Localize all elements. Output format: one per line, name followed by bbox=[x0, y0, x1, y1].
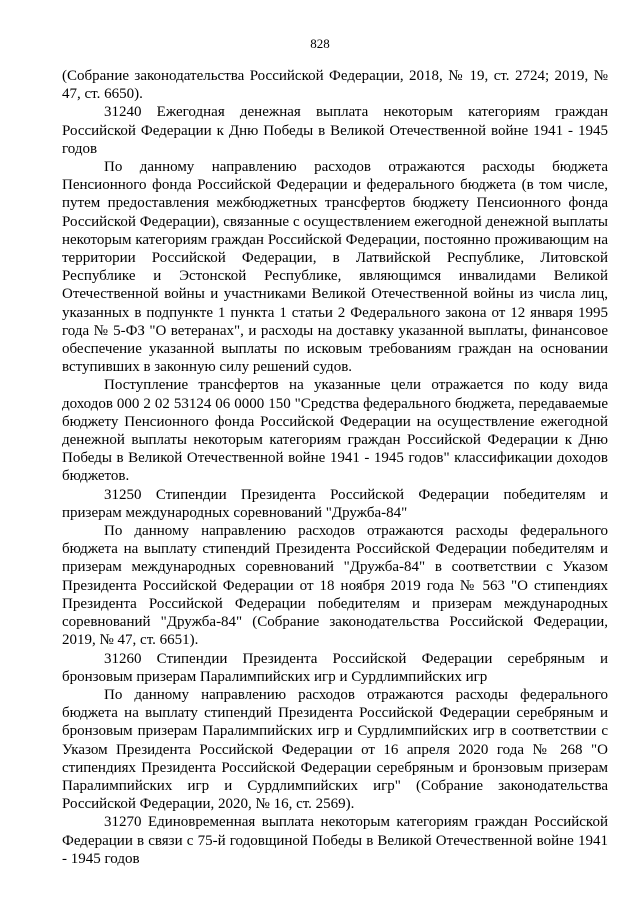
paragraph-31260-description: По данному направлению расходов отражаются расходы федерального бюджета на выплату стипендий Президента Российской Федерации серебряным и бронзовым призерам Паралимпийских игр и Сурдлимпийских игр в соответствии с Указом Президента Российской Федерации от 16 апреля 2020 года № 268 "О стипендиях Президента Российской Федерации серебряным и бронзовым призерам Паралимпийских игр и Сурдлимпийских игр" (Собрание законодательства Российской Федерации, 2020, № 16, ст. 2569). bbox=[62, 686, 608, 813]
heading-31250: 31250 Стипендии Президента Российской Федерации победителям и призерам международных соревнований "Дружба-84" bbox=[62, 486, 608, 521]
paragraph-continuation: (Собрание законодательства Российской Федерации, 2018, № 19, ст. 2724; 2019, № 47, ст. 6650). bbox=[62, 68, 608, 103]
heading-31260: 31260 Стипендии Президента Российской Федерации серебряным и бронзовым призерам Паралимпийских игр и Сурдлимпийских игр bbox=[62, 650, 608, 685]
paragraph-31240-description: По данному направлению расходов отражаются расходы бюджета Пенсионного фонда Российской Федерации и федерального бюджета (в том числе, путем предоставления межбюджетных трансфертов бюджету Пенсионного фонда Российской Федерации), связанные с осуществлением ежегодной денежной выплаты некоторым категориям граждан Российской Федерации, постоянно проживающим на территории Российской Федерации, в Латвийской Республике, Литовской Республике и Эстонской Республике, являющимся инвалидами Великой Отечественной войны и участниками Великой Отечественной войны из числа лиц, указанных в подпункте 1 пункта 1 статьи 2 Федерального закона от 12 января 1995 года № 5-ФЗ "О ветеранах", и расходы на доставку указанной выплаты, финансовое обеспечение указанной выплаты по исковым требованиям граждан на основании вступивших в законную силу решений судов. bbox=[62, 159, 608, 376]
paragraph-31250-description: По данному направлению расходов отражаются расходы федерального бюджета на выплату стипендий Президента Российской Федерации победителям и призерам международных соревнований "Дружба-84" в соответствии с Указом Президента Российской Федерации от 18 ноября 2019 года № 563 "О стипендиях Президента Российской Федерации победителям и призерам международных соревнований "Дружба-84" (Собрание законодательства Российской Федерации, 2019, № 47, ст. 6651). bbox=[62, 523, 608, 649]
heading-31270: 31270 Единовременная выплата некоторым категориям граждан Российской Федерации в связи с 75-й годовщиной Победы в Великой Отечественной войне 1941 - 1945 годов bbox=[62, 814, 608, 867]
heading-31240: 31240 Ежегодная денежная выплата некоторым категориям граждан Российской Федерации к Дню Победы в Великой Отечественной войне 1941 - 1945 годов bbox=[62, 104, 608, 157]
page-number: 828 bbox=[310, 36, 330, 51]
paragraph-31240-transfers: Поступление трансфертов на указанные цели отражается по коду вида доходов 000 2 02 53124 06 0000 150 "Средства федерального бюджета, передаваемые бюджету Пенсионного фонда Российской Федерации на осуществление ежегодной денежной выплаты некоторым категориям граждан Российской Федерации к Дню Победы в Великой Отечественной войне 1941 - 1945 годов" классификации доходов бюджетов. bbox=[62, 377, 608, 485]
document-body bbox=[62, 67, 608, 868]
